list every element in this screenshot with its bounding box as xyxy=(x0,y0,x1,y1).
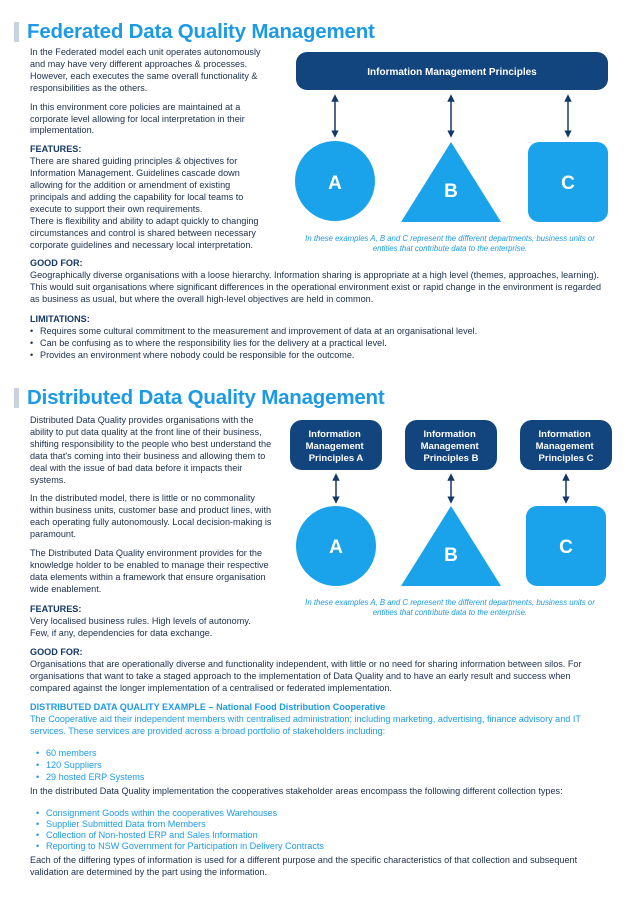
federated-good-for xyxy=(30,258,610,306)
federated-limitations-list xyxy=(30,326,610,362)
list-item: • 60 members xyxy=(36,748,610,760)
distributed-closing xyxy=(30,855,610,879)
distributed-diagram-caption: In these examples A, B and C represent the different departments, business units or entities that contribute data to the enterprise. xyxy=(305,598,595,617)
box-line: Management xyxy=(535,441,594,452)
example-text: The Cooperative aid their independent members with centralised administration; including marketing, advertising, finance advisory and IT services. These services are provided across a broad portfolio of stakeholders including: xyxy=(30,713,581,736)
list-item: • Can be confusing as to where the responsibility lies for the delivery at a practical level. xyxy=(30,338,610,350)
federated-good-for-text: Geographically diverse organisations with a loose hierarchy. Information sharing is appropriate at a high level (themes, approaches, learning). This would suit organisations where significant differences in the operational environment exist or rapid change in the environment is regarded as business as usual, but where the overall high-level objectives are held in common. xyxy=(30,269,602,304)
list-item: • Supplier Submitted Data from Members xyxy=(36,819,610,830)
distributed-features-text: Very localised business rules. High levels of autonomy. Few, if any, dependencies for data exchange. xyxy=(30,615,251,638)
federated-features-text: There is flexibility and ability to adapt quickly to changing circumstances and control is shared between necessary corporate guidelines and necessary local interpretation. xyxy=(30,215,259,250)
box-line: Principles A xyxy=(308,453,364,464)
closing-text: Each of the differing types of information is used for a different purpose and the specific characteristics of that collection and subsequent validation are determined by the part using the information. xyxy=(30,855,578,877)
box-line: Principles B xyxy=(423,453,479,464)
list-item: • Collection of Non-hosted ERP and Sales Information xyxy=(36,830,610,841)
distributed-diagram xyxy=(290,420,620,588)
federated-good-for-heading: GOOD FOR: xyxy=(30,258,83,268)
list-item: • Provides an environment where nobody could be responsible for the outcome. xyxy=(30,350,610,362)
unit-a-label: A xyxy=(329,537,343,558)
unit-b-label: B xyxy=(444,181,458,202)
box-line: Management xyxy=(420,441,479,452)
title-accent-bar xyxy=(14,388,19,408)
example-heading: DISTRIBUTED DATA QUALITY EXAMPLE – National Food Distribution Cooperative xyxy=(30,702,386,712)
box-line: Information xyxy=(538,429,591,440)
distributed-good-for xyxy=(30,647,610,695)
federated-diagram xyxy=(290,48,620,228)
distributed-intro-paragraph: The Distributed Data Quality environment provides for the knowledge holder to be enabled to manage their respective data elements within a framework that ensure organisation wide enablement. xyxy=(30,548,269,594)
unit-a-label: A xyxy=(328,173,342,194)
federated-limitations-heading: LIMITATIONS: xyxy=(30,314,90,324)
distributed-intro-paragraph: In the distributed model, there is little or no commonality within business units, customer base and product lines, with each operating fully autonomously. Local decision-making is paramount. xyxy=(30,493,272,540)
federated-intro-paragraph: In the Federated model each unit operates autonomously and may have very different approaches & processes. However, each executes the same overall functionality & responsibilities as the others. xyxy=(30,47,261,93)
federated-features-heading: FEATURES: xyxy=(30,144,82,155)
distributed-features xyxy=(30,604,265,640)
distributed-example xyxy=(30,702,610,783)
distributed-title: Distributed Data Quality Management xyxy=(27,386,385,409)
list-item: • Requires some cultural commitment to the measurement and improvement of data at an organisational level. xyxy=(30,326,610,338)
title-accent-bar xyxy=(14,22,19,42)
list-item: • Reporting to NSW Government for Participation in Delivery Contracts xyxy=(36,841,610,852)
collection-list xyxy=(36,808,610,852)
unit-b-label: B xyxy=(444,545,458,566)
federated-intro-paragraph: In this environment core policies are maintained at a corporate level allowing for local interpretation in their implementation. xyxy=(30,101,245,136)
box-line: Management xyxy=(305,441,364,452)
distributed-collection xyxy=(30,786,610,852)
federated-diagram-caption: In these examples A, B and C represent the different departments, business units or entities that contribute data to the enterprise. xyxy=(305,234,595,253)
unit-c-label: C xyxy=(559,537,573,558)
distributed-features-heading: FEATURES: xyxy=(30,604,82,614)
principles-box-c-text xyxy=(536,429,597,464)
distributed-section-title xyxy=(14,386,385,410)
example-list xyxy=(36,748,610,784)
box-line: Information xyxy=(308,429,361,440)
distributed-good-for-text: Organisations that are operationally diverse and functionality independent, with little or no need for sharing information between silos. For organisations that want to take a staged approach to the implementation of Data Quality and to have an early result and success when compared against the longer implementation of a centralised or federated implementation. xyxy=(30,658,582,693)
distributed-good-for-heading: GOOD FOR: xyxy=(30,647,83,657)
distributed-intro-paragraph: Distributed Data Quality provides organisations with the ability to put data quality at the front line of their business, shifting responsibility to the people who best understand the data that's coming into their business and allowing them to deal with the issue of bad data before it impacts their systems. xyxy=(30,415,272,485)
principles-box-b-text xyxy=(421,429,482,464)
federated-limitations xyxy=(30,314,610,362)
collection-intro: In the distributed Data Quality implementation the cooperatives stakeholder areas encompass the following different collection types: xyxy=(30,786,563,796)
box-line: Principles C xyxy=(538,453,594,464)
federated-intro xyxy=(30,47,270,252)
principles-box-a-text xyxy=(306,429,367,464)
box-line: Information xyxy=(423,429,476,440)
federated-features-text: There are shared guiding principles & objectives for Information Management. Guidelines cascade down allowing for the addition or amendment of existing principals and adding the capability for local teams to execute to support their own requirements. xyxy=(30,156,244,214)
list-item: • 29 hosted ERP Systems xyxy=(36,772,610,784)
list-item: • Consignment Goods within the cooperatives Warehouses xyxy=(36,808,610,819)
federated-section-title xyxy=(14,20,375,44)
list-item: • 120 Suppliers xyxy=(36,760,610,772)
principles-label: Information Management Principles xyxy=(367,67,537,78)
unit-c-label: C xyxy=(561,173,575,194)
distributed-intro xyxy=(30,415,275,603)
federated-title: Federated Data Quality Management xyxy=(27,20,375,43)
